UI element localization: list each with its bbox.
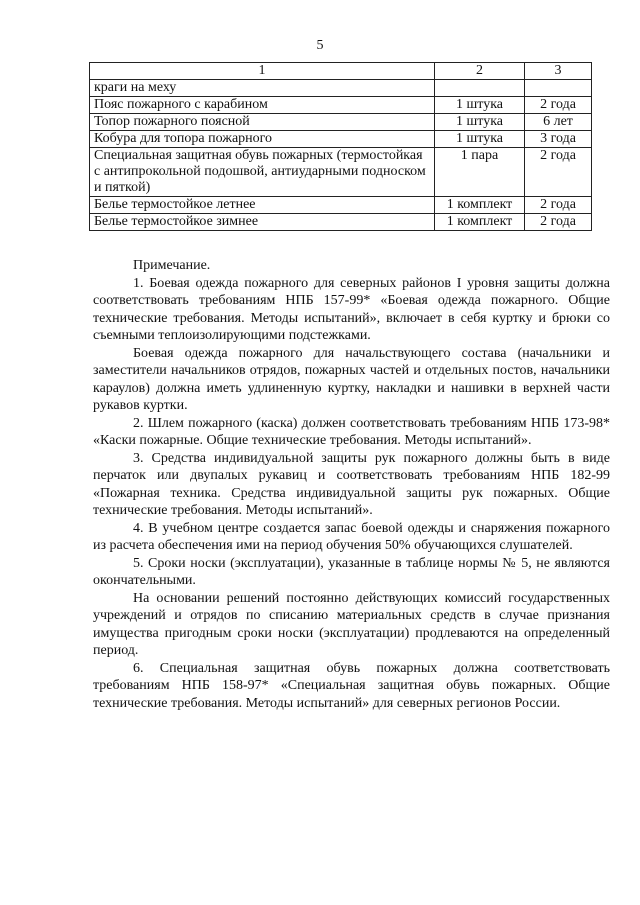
column-header-term: 3 [525,63,592,80]
quantity-cell [435,80,525,97]
note-paragraph: 3. Средства индивидуальной защиты рук пожарного должны быть в виде перчаток или двупалых рукавиц и соответствовать требованиям НПБ 182-99 «Пожарная техника. Средства индивидуальной защиты рук пожарных. Общие технические требования. Методы испытаний». [93,450,610,518]
term-cell: 2 года [525,148,592,197]
column-header-item: 1 [90,63,435,80]
norms-table [89,62,592,231]
item-cell: Белье термостойкое летнее [90,197,435,214]
item-cell: Пояс пожарного с карабином [90,97,435,114]
notes-heading: Примечание. [133,258,211,273]
table-header-row [90,63,592,80]
quantity-cell: 1 штука [435,114,525,131]
note-paragraph: Боевая одежда пожарного для начальствующего состава (начальники и заместители начальников отрядов, пожарных частей и отдельных постов, начальники караулов) должна иметь удлиненную куртку, накладки и нашивки в верхней части рукавов куртки. [93,345,610,413]
item-cell: Топор пожарного поясной [90,114,435,131]
quantity-cell: 1 комплект [435,197,525,214]
note-paragraph: На основании решений постоянно действующих комиссий государственных учреждений и отрядов по списанию материальных средств в случае признания имущества пригодным сроки носки (эксплуатации) продлеваются на определенный период. [93,590,610,658]
term-cell: 2 года [525,197,592,214]
note-paragraph: 5. Сроки носки (эксплуатации), указанные в таблице нормы № 5, не являются окончательными. [93,555,610,588]
table-row [90,131,592,148]
quantity-cell: 1 штука [435,97,525,114]
table-row [90,80,592,97]
table-row [90,197,592,214]
item-cell: Специальная защитная обувь пожарных (термостойкая с антипрокольной подошвой, антиударными подноском и пяткой) [90,148,435,197]
table-row [90,97,592,114]
table-row [90,214,592,231]
quantity-cell: 1 штука [435,131,525,148]
item-cell: Кобура для топора пожарного [90,131,435,148]
note-paragraph: 6. Специальная защитная обувь пожарных должна соответствовать требованиям НПБ 158-97* «Специальная защитная обувь пожарных. Общие технические требования. Методы испытаний» для северных регионов России. [93,660,610,711]
column-header-quantity: 2 [435,63,525,80]
term-cell: 2 года [525,97,592,114]
page-number: 5 [316,38,324,53]
table-row [90,114,592,131]
term-cell [525,80,592,97]
item-cell: Белье термостойкое зимнее [90,214,435,231]
note-paragraph: 4. В учебном центре создается запас боевой одежды и снаряжения пожарного из расчета обеспечения ими на период обучения 50% обучающихся слушателей. [93,520,610,553]
term-cell: 3 года [525,131,592,148]
quantity-cell: 1 комплект [435,214,525,231]
term-cell: 6 лет [525,114,592,131]
quantity-cell: 1 пара [435,148,525,197]
note-paragraph: 1. Боевая одежда пожарного для северных районов I уровня защиты должна соответствовать требованиям НПБ 157-99* «Боевая одежда пожарного. Общие технические требования. Методы испытаний», включает в себя куртку и брюки со съемными теплоизолирующими подстежками. [93,275,610,343]
table-row [90,148,592,197]
item-cell: краги на меху [90,80,435,97]
notes-section [93,257,610,712]
term-cell: 2 года [525,214,592,231]
note-paragraph: 2. Шлем пожарного (каска) должен соответствовать требованиям НПБ 173-98* «Каски пожарные. Общие технические требования. Методы испытаний». [93,415,610,448]
